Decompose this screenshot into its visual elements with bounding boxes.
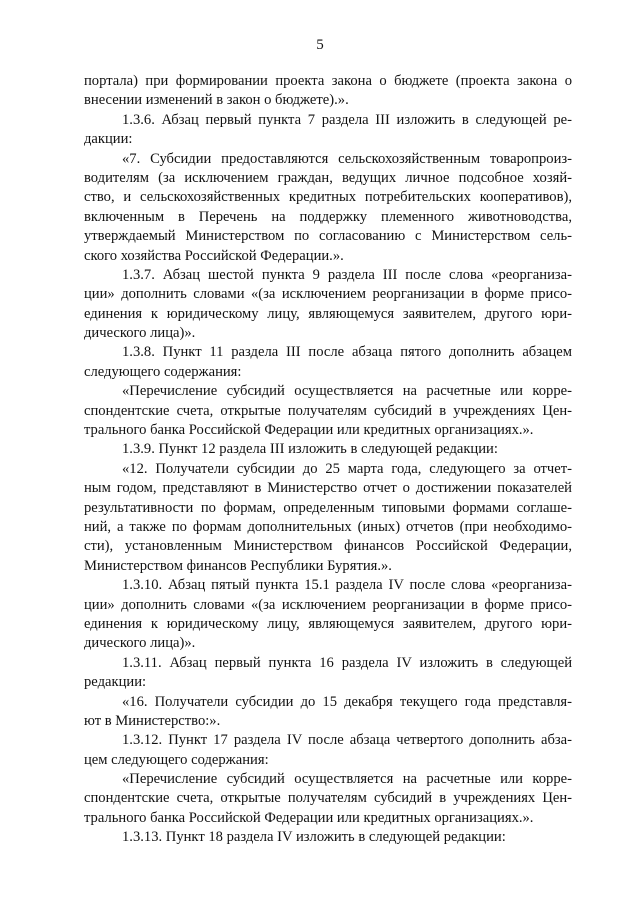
text-line: 1.3.12. Пункт 17 раздела IV после абзаца четвертого дополнить абза-: [122, 732, 572, 749]
text-line: дакции:: [84, 131, 133, 148]
text-line: 1.3.10. Абзац пятый пункта 15.1 раздела IV после слова «реорганиза-: [122, 577, 572, 594]
text-line: ний, а также по формам дополнительных (иных) отчетов (при необходимо-: [84, 518, 572, 535]
text-line: Министерством финансов Республики Бурятия.».: [84, 557, 392, 574]
text-line: «Перечисление субсидий осуществляется на расчетные или корре-: [122, 383, 572, 400]
text-line: включенным в Перечень на поддержку племенного животноводства,: [84, 208, 572, 225]
text-line: следующего содержания:: [84, 363, 242, 380]
text-line: ным годом, представляют в Министерство отчет о достижении показателей: [84, 480, 572, 497]
text-line: спондентские счета, открытые получателям субсидий в учреждениях Цен-: [84, 402, 572, 419]
text-line: трального банка Российской Федерации или кредитных организациях.».: [84, 809, 534, 826]
text-line: «Перечисление субсидий осуществляется на расчетные или корре-: [122, 771, 572, 788]
text-line: портала) при формировании проекта закона о бюджете (проекта закона о: [84, 73, 572, 89]
text-line: утверждаемый Министерством по согласованию с Министерством сель-: [84, 228, 572, 245]
text-line: 1.3.7. Абзац шестой пункта 9 раздела III после слова «реорганиза-: [122, 266, 572, 283]
page-number: 5: [316, 37, 324, 53]
text-line: «12. Получатели субсидии до 25 марта года, следующего за отчет-: [122, 460, 572, 477]
document-body: [84, 72, 572, 848]
text-line: спондентские счета, открытые получателям субсидий в учреждениях Цен-: [84, 790, 572, 807]
text-line: 1.3.6. Абзац первый пункта 7 раздела III изложить в следующей ре-: [122, 111, 572, 128]
text-line: сти), установленным Министерством финансов Российской Федерации,: [84, 538, 572, 555]
text-line: «16. Получатели субсидии до 15 декабря текущего года представля-: [122, 693, 572, 710]
text-line: ского хозяйства Российской Федерации.».: [84, 247, 344, 264]
text-line: 1.3.13. Пункт 18 раздела IV изложить в следующей редакции:: [122, 829, 506, 846]
text-line: дического лица)».: [84, 325, 196, 342]
text-line: цем следующего содержания:: [84, 751, 269, 768]
text-line: ют в Министерство:».: [84, 712, 221, 729]
text-line: результативности по формам, определенным типовыми формами соглаше-: [84, 499, 572, 516]
text-line: дического лица)».: [84, 635, 196, 652]
text-line: 1.3.9. Пункт 12 раздела III изложить в следующей редакции:: [122, 441, 498, 458]
text-line: водителям (за исключением граждан, ведущих личное подсобное хозяй-: [84, 169, 572, 186]
text-line: «7. Субсидии предоставляются сельскохозяйственным товаропроиз-: [122, 150, 572, 167]
text-line: 1.3.11. Абзац первый пункта 16 раздела IV изложить в следующей: [122, 654, 572, 671]
text-line: единения к юридическому лицу, являющемуся заявителем, другого юри-: [84, 305, 572, 322]
text-line: ции» дополнить словами «(за исключением реорганизации в форме присо-: [84, 596, 572, 613]
text-line: единения к юридическому лицу, являющемуся заявителем, другого юри-: [84, 615, 572, 632]
text-line: ции» дополнить словами «(за исключением реорганизации в форме присо-: [84, 286, 572, 303]
text-line: трального банка Российской Федерации или кредитных организациях.».: [84, 422, 534, 439]
text-line: редакции:: [84, 674, 147, 691]
text-line: внесении изменений в закон о бюджете).».: [84, 92, 349, 109]
text-line: ство, и сельскохозяйственных кредитных потребительских кооперативов),: [84, 189, 572, 206]
text-line: 1.3.8. Пункт 11 раздела III после абзаца пятого дополнить абзацем: [122, 344, 572, 361]
